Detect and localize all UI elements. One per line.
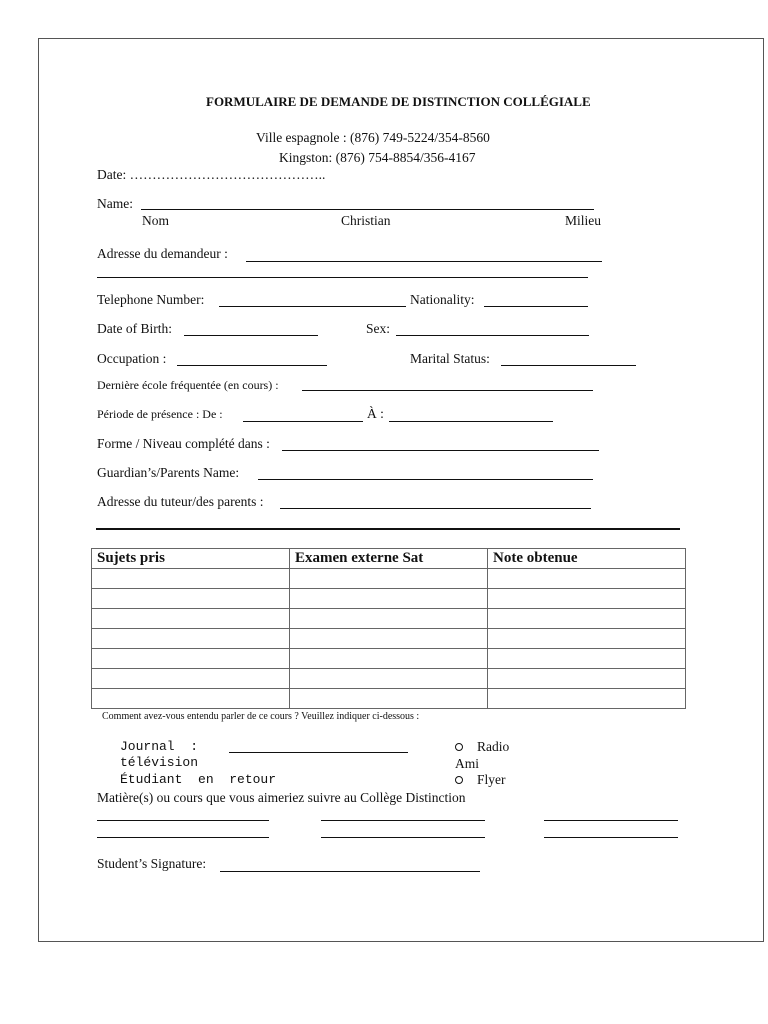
marital-status-input-line[interactable] [501,365,636,366]
table-cell[interactable] [488,689,686,709]
period-to-label: À : [367,406,384,421]
radio-circle-icon[interactable] [455,743,463,751]
guardian-name-label: Guardian’s/Parents Name: [97,465,240,480]
name-sub-milieu: Milieu [565,213,601,228]
table-cell[interactable] [290,649,488,669]
table-row [92,689,686,709]
table-cell[interactable] [92,669,290,689]
table-cell[interactable] [92,569,290,589]
table-cell[interactable] [290,609,488,629]
form-title: FORMULAIRE DE DEMANDE DE DISTINCTION COLLÉGIALE [206,94,591,109]
occupation-label: Occupation : [97,351,167,366]
guardian-address-input-line[interactable] [280,508,591,509]
table-cell[interactable] [92,629,290,649]
survey-option-ami: Ami [455,756,480,771]
table-row [92,609,686,629]
sex-label: Sex: [366,321,391,336]
table-cell[interactable] [92,649,290,669]
nationality-label: Nationality: [410,292,475,307]
nationality-input-line[interactable] [484,306,588,307]
signature-input-line[interactable] [220,871,480,872]
name-input-line[interactable] [141,209,594,210]
table-cell[interactable] [488,589,686,609]
table-row [92,589,686,609]
survey-option-journal: Journal : [120,739,199,754]
course-input-line[interactable] [544,820,678,821]
course-input-line[interactable] [97,837,269,838]
address-input-line-1[interactable] [246,261,602,262]
contact-kingston: Kingston: (876) 754-8854/356-4167 [279,150,476,165]
table-cell[interactable] [92,609,290,629]
occupation-input-line[interactable] [177,365,327,366]
signature-label: Student’s Signature: [97,856,207,871]
table-cell[interactable] [290,569,488,589]
guardian-address-label: Adresse du tuteur/des parents : [97,494,264,509]
table-header-grade: Note obtenue [488,549,686,569]
survey-radio-label: Radio [477,739,510,754]
name-sub-nom: Nom [142,213,169,228]
telephone-label: Telephone Number: [97,292,205,307]
table-cell[interactable] [290,629,488,649]
table-cell[interactable] [92,689,290,709]
survey-option-etudiant: Étudiant en retour [120,772,277,787]
survey-flyer-label: Flyer [477,772,506,787]
subjects-table [91,548,686,709]
table-cell[interactable] [488,629,686,649]
course-input-line[interactable] [97,820,269,821]
address-input-line-2[interactable] [97,277,588,278]
period-label: Période de présence : De : [97,407,223,421]
name-label: Name: [97,196,133,211]
telephone-input-line[interactable] [219,306,406,307]
table-cell[interactable] [290,589,488,609]
contact-ville-espagnole: Ville espagnole : (876) 749-5224/354-8560 [256,130,490,145]
course-input-line[interactable] [321,820,485,821]
table-cell[interactable] [488,669,686,689]
table-row [92,669,686,689]
table-cell[interactable] [290,669,488,689]
table-row [92,629,686,649]
address-label: Adresse du demandeur : [97,246,228,261]
date-field[interactable]: Date: …………………………………….. [97,167,326,182]
radio-circle-icon[interactable] [455,776,463,784]
survey-option-television: télévision [120,755,199,770]
table-cell[interactable] [488,569,686,589]
last-school-label: Dernière école fréquentée (en cours) : [97,378,279,392]
course-input-line[interactable] [544,837,678,838]
period-to-input-line[interactable] [389,421,553,422]
dob-label: Date of Birth: [97,321,172,336]
table-cell[interactable] [488,609,686,629]
dob-input-line[interactable] [184,335,318,336]
survey-option-radio[interactable] [455,739,509,755]
survey-option-flyer[interactable] [455,772,506,788]
sex-input-line[interactable] [396,335,589,336]
marital-status-label: Marital Status: [410,351,490,366]
last-school-input-line[interactable] [302,390,593,391]
table-cell[interactable] [92,589,290,609]
table-header-external-exam: Examen externe Sat [290,549,488,569]
courses-label: Matière(s) ou cours que vous aimeriez suivre au Collège Distinction [97,790,466,805]
table-cell[interactable] [290,689,488,709]
table-cell[interactable] [488,649,686,669]
survey-question: Comment avez-vous entendu parler de ce cours ? Veuillez indiquer ci-dessous : [102,711,420,722]
guardian-name-input-line[interactable] [258,479,593,480]
survey-journal-input-line[interactable] [229,752,408,753]
period-from-input-line[interactable] [243,421,363,422]
course-input-line[interactable] [321,837,485,838]
form-level-input-line[interactable] [282,450,599,451]
table-header-subjects: Sujets pris [92,549,290,569]
table-header-row [92,549,686,569]
table-row [92,649,686,669]
section-divider [96,528,680,530]
form-level-label: Forme / Niveau complété dans : [97,436,270,451]
name-sub-christian: Christian [341,213,391,228]
table-row [92,569,686,589]
